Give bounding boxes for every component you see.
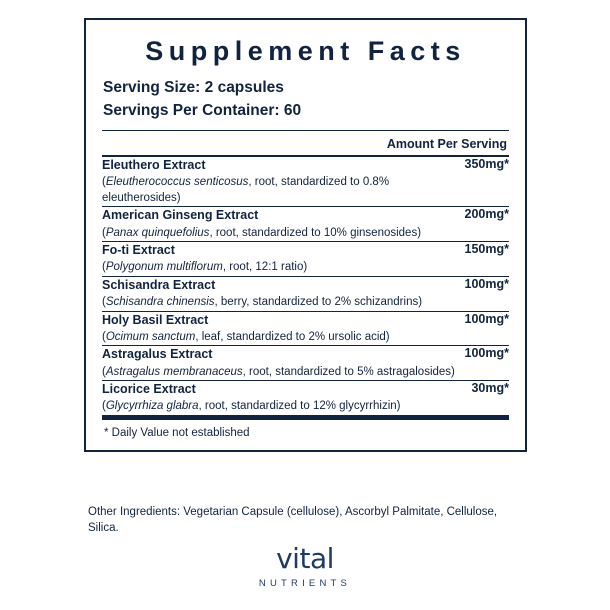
table-row — [102, 381, 509, 415]
ingredient-cell — [102, 242, 465, 277]
ingredient-cell — [102, 346, 465, 381]
ingredient-description: (Astragalus membranaceus, root, standardized to 5% astragalosides) — [102, 365, 455, 378]
ingredient-name: Astragalus Extract — [102, 347, 213, 362]
table-row — [102, 346, 509, 381]
ingredient-amount: 350mg* — [464, 156, 509, 171]
ingredient-description: (Glycyrrhiza glabra, root, standardized to 12% glycyrrhizin) — [102, 400, 401, 413]
brand-logo — [0, 542, 610, 589]
ingredient-amount: 30mg* — [465, 381, 509, 415]
other-ingredients: Other Ingredients: Vegetarian Capsule (cellulose), Ascorbyl Palmitate, Cellulose, Silica. — [88, 506, 498, 534]
ingredient-latin-name: Astragalus membranaceus — [105, 365, 243, 378]
ingredient-latin-name: Ocimum sanctum — [105, 330, 196, 343]
ingredient-amount: 200mg* — [465, 207, 509, 242]
ingredient-latin-name: Glycyrrhiza glabra — [105, 400, 199, 413]
ingredient-name: American Ginseng Extract — [102, 208, 259, 223]
ingredient-description: (Schisandra chinensis, berry, standardized to 2% schizandrins) — [102, 296, 423, 309]
ingredient-description-rest: , berry, standardized to 2% schizandrins) — [214, 296, 423, 309]
serving-size: Serving Size: 2 capsules — [103, 79, 284, 97]
ingredient-description-rest: , leaf, standardized to 2% ursolic acid) — [195, 330, 390, 343]
ingredient-amount: 100mg* — [465, 276, 509, 311]
ingredient-description-rest: , root, standardized to 0.8% eleutherosides) — [102, 176, 390, 204]
ingredient-name: Licorice Extract — [102, 382, 196, 397]
table-row — [102, 311, 509, 346]
brand-name: vital — [276, 542, 334, 575]
table-row — [102, 242, 509, 277]
amount-per-serving-header: Amount Per Serving — [386, 136, 507, 151]
ingredient-name: Schisandra Extract — [102, 277, 216, 292]
ingredient-cell — [102, 207, 465, 242]
brand-subtitle: NUTRIENTS — [258, 578, 352, 589]
supplement-facts-panel — [84, 18, 527, 452]
panel-title: Supplement Facts — [145, 36, 466, 66]
ingredient-description: (Polygonum multiflorum, root, 12:1 ratio) — [102, 261, 308, 274]
ingredient-amount: 150mg* — [465, 242, 509, 277]
ingredient-description: (Ocimum sanctum, leaf, standardized to 2% ursolic acid) — [102, 330, 390, 343]
table-row — [102, 157, 509, 207]
servings-per-container: Servings Per Container: 60 — [103, 101, 302, 119]
ingredient-name: Holy Basil Extract — [102, 312, 209, 327]
ingredient-latin-name: Panax quinquefolius — [105, 226, 210, 239]
nutrients-table — [102, 157, 509, 415]
ingredient-cell — [102, 157, 465, 207]
ingredient-cell — [102, 276, 465, 311]
ingredient-name: Fo-ti Extract — [102, 243, 175, 258]
table-row — [102, 276, 509, 311]
ingredient-description-rest: , root, 12:1 ratio) — [222, 261, 308, 274]
ingredient-latin-name: Polygonum multiflorum — [105, 261, 223, 274]
ingredient-cell — [102, 381, 465, 415]
ingredient-cell — [102, 311, 465, 346]
daily-value-footnote: * Daily Value not established — [104, 426, 250, 439]
table-row — [102, 207, 509, 242]
ingredient-name: Eleuthero Extract — [102, 157, 206, 172]
ingredient-amount: 100mg* — [465, 346, 509, 381]
ingredient-description-rest: , root, standardized to 12% glycyrrhizin) — [198, 400, 401, 413]
ingredient-description: (Eleutherococcus senticosus, root, standardized to 0.8% eleutherosides) — [102, 176, 390, 204]
ingredient-description-rest: , root, standardized to 10% ginsenosides) — [209, 226, 422, 239]
ingredient-latin-name: Schisandra chinensis — [105, 296, 215, 309]
ingredient-amount: 100mg* — [465, 311, 509, 346]
ingredient-latin-name: Eleutherococcus senticosus — [105, 176, 249, 189]
ingredient-description-rest: , root, standardized to 5% astragalosides) — [242, 365, 455, 378]
ingredient-description: (Panax quinquefolius, root, standardized to 10% ginsenosides) — [102, 226, 422, 239]
